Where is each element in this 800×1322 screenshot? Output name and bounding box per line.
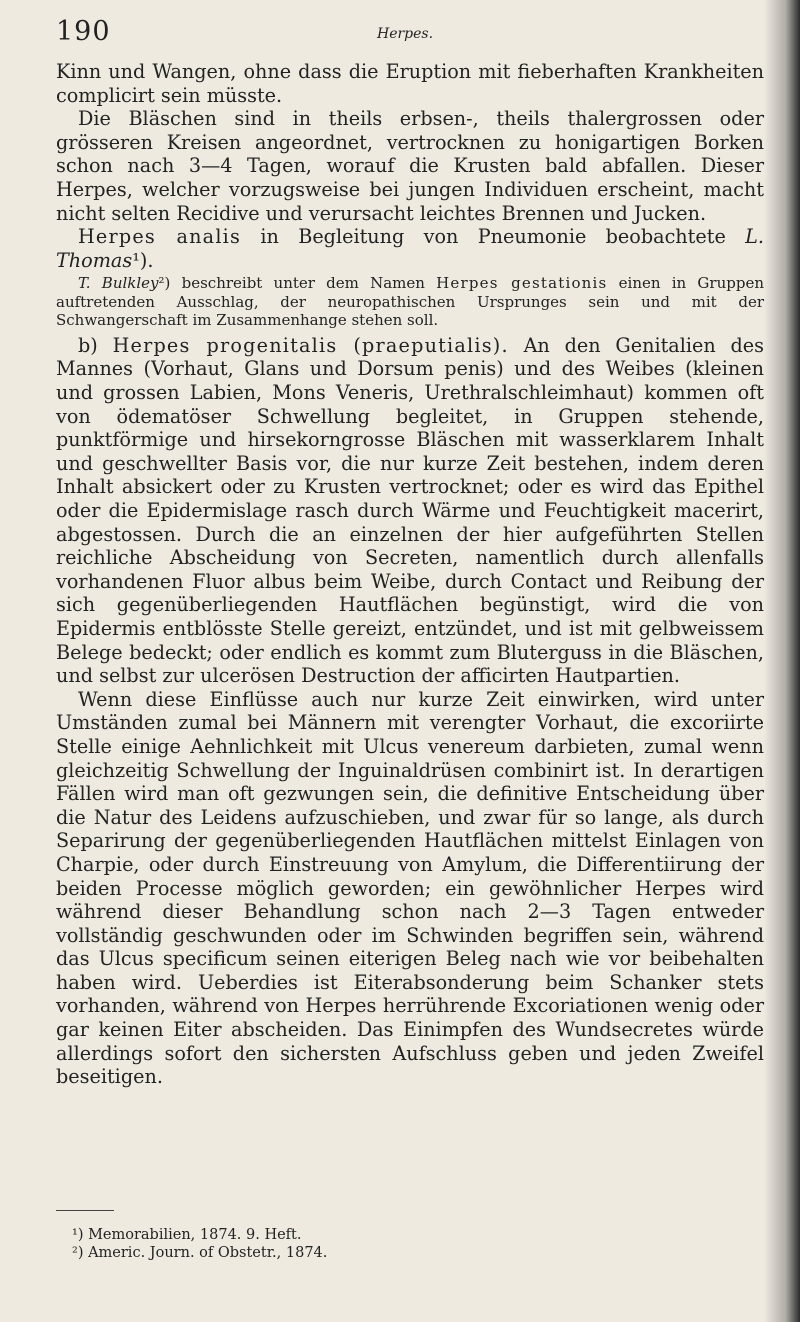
footnote-1: ¹) Memorabilien, 1874. 9. Heft. bbox=[72, 1227, 302, 1243]
term-herpes-gestationis: Herpes gestationis bbox=[436, 274, 608, 293]
footnote-ref-2: ²) bbox=[158, 274, 171, 293]
paragraph-4-text: An den Genitalien des Mannes (Vorhaut, Glans und Dorsum penis) und des Weibes (kleinen und grossen Labien, Mons Veneris, Urethralschleimhaut) kommen oft von ödematöser Schwellung begleitet, in Gruppen stehende, punktförmige und hirsekorngrosse Bläschen mit wasserklarem Inhalt und geschwellter Basis vor, die nur kurze Zeit bestehen, indem deren Inhalt absickert oder zu Krusten vertrocknet; oder es wird das Epithel oder die Epidermislage rasch durch Wärme und Feuchtigkeit macerirt, abgestossen. Durch die an einzelnen der hier aufgeführten Stellen reichliche Abscheidung von Secreten, namentlich durch allenfalls vorhandenen Fluor albus beim Weibe, durch Contact und Reibung der sich gegenüberliegenden Hautflächen begünstigt, wird die von Epidermis entblösste Stelle gereizt, entzündet, und ist mit gelbweissem Belege bedeckt; oder endlich es kommt zum Bluterguss in die Bläschen, und selbst zur ulcerösen Destruction der afficirten Hautpartien. bbox=[56, 333, 765, 688]
note-text-1: beschreibt unter dem Namen bbox=[170, 274, 437, 293]
body-text bbox=[56, 60, 764, 1089]
paragraph-1: Kinn und Wangen, ohne dass die Eruption mit fieberhaften Krankheiten complicirt sein müsste. bbox=[56, 60, 764, 107]
page-number: 190 bbox=[56, 16, 111, 47]
note-herpes-gestationis bbox=[56, 274, 764, 330]
paragraph-3-text: in Begleitung von Pneumonie beobachtete bbox=[241, 225, 746, 249]
footnote-divider bbox=[56, 1210, 114, 1211]
paragraph-2: Die Bläschen sind in theils erbsen-, theils thalergrossen oder grösseren Kreisen angeordnet, vertrocknen zu honigartigen Borken schon nach 3—4 Tagen, worauf die Krusten bald abfallen. Dieser Herpes, welcher vorzugsweise bei jungen Individuen erscheint, macht nicht selten Recidive und verursacht leichtes Brennen und Jucken. bbox=[56, 107, 764, 225]
footnote-ref-1: ¹). bbox=[132, 248, 154, 272]
author-thomas: L. Thomas bbox=[56, 225, 764, 272]
author-bulkley: T. Bulkley bbox=[78, 274, 159, 293]
running-title: Herpes. bbox=[377, 26, 434, 42]
term-herpes-progenitalis: Herpes progenitalis (praeputialis). bbox=[112, 333, 509, 357]
page-edge-shadow bbox=[764, 0, 800, 1322]
section-label-b: b) bbox=[78, 333, 113, 357]
term-herpes-analis: Herpes analis bbox=[78, 225, 242, 249]
page-header bbox=[56, 16, 756, 56]
footnotes bbox=[72, 1226, 327, 1262]
paragraph-herpes-analis bbox=[56, 225, 764, 272]
paragraph-herpes-progenitalis bbox=[56, 334, 764, 688]
footnote-2: ²) Americ. Journ. of Obstetr., 1874. bbox=[72, 1245, 328, 1261]
paragraph-5: Wenn diese Einflüsse auch nur kurze Zeit einwirken, wird unter Umständen zumal bei Männern mit verengter Vorhaut, die excoriirte Stelle einige Aehnlichkeit mit Ulcus venereum darbieten, zumal wenn gleichzeitig Schwellung der Inguinaldrüsen combinirt ist. In derartigen Fällen wird man oft gezwungen sein, die definitive Entscheidung über die Natur des Leidens aufzuschieben, und zwar für so lange, als durch Separirung der gegenüberliegenden Hautflächen mittelst Einlagen von Charpie, oder durch Einstreuung von Amylum, die Differentiirung der beiden Processe möglich geworden; ein gewöhnlicher Herpes wird während dieser Behandlung schon nach 2—3 Tagen entweder vollständig geschwunden oder im Schwinden begriffen sein, während das Ulcus specificum seinen eiterigen Beleg nach wie vor beibehalten haben wird. Ueberdies ist Eiterabsonderung beim Schanker stets vorhanden, während von Herpes herrührende Excoriationen wenig oder gar keinen Eiter abscheiden. Das Einimpfen des Wundsecretes würde allerdings sofort den sichersten Aufschluss geben und jeden Zweifel beseitigen. bbox=[56, 687, 764, 1089]
note-text-2: einen in Gruppen auftretenden Ausschlag, der neuropathischen Ursprunges sein und mit der Schwangerschaft im Zusammenhange stehen soll. bbox=[56, 274, 764, 330]
